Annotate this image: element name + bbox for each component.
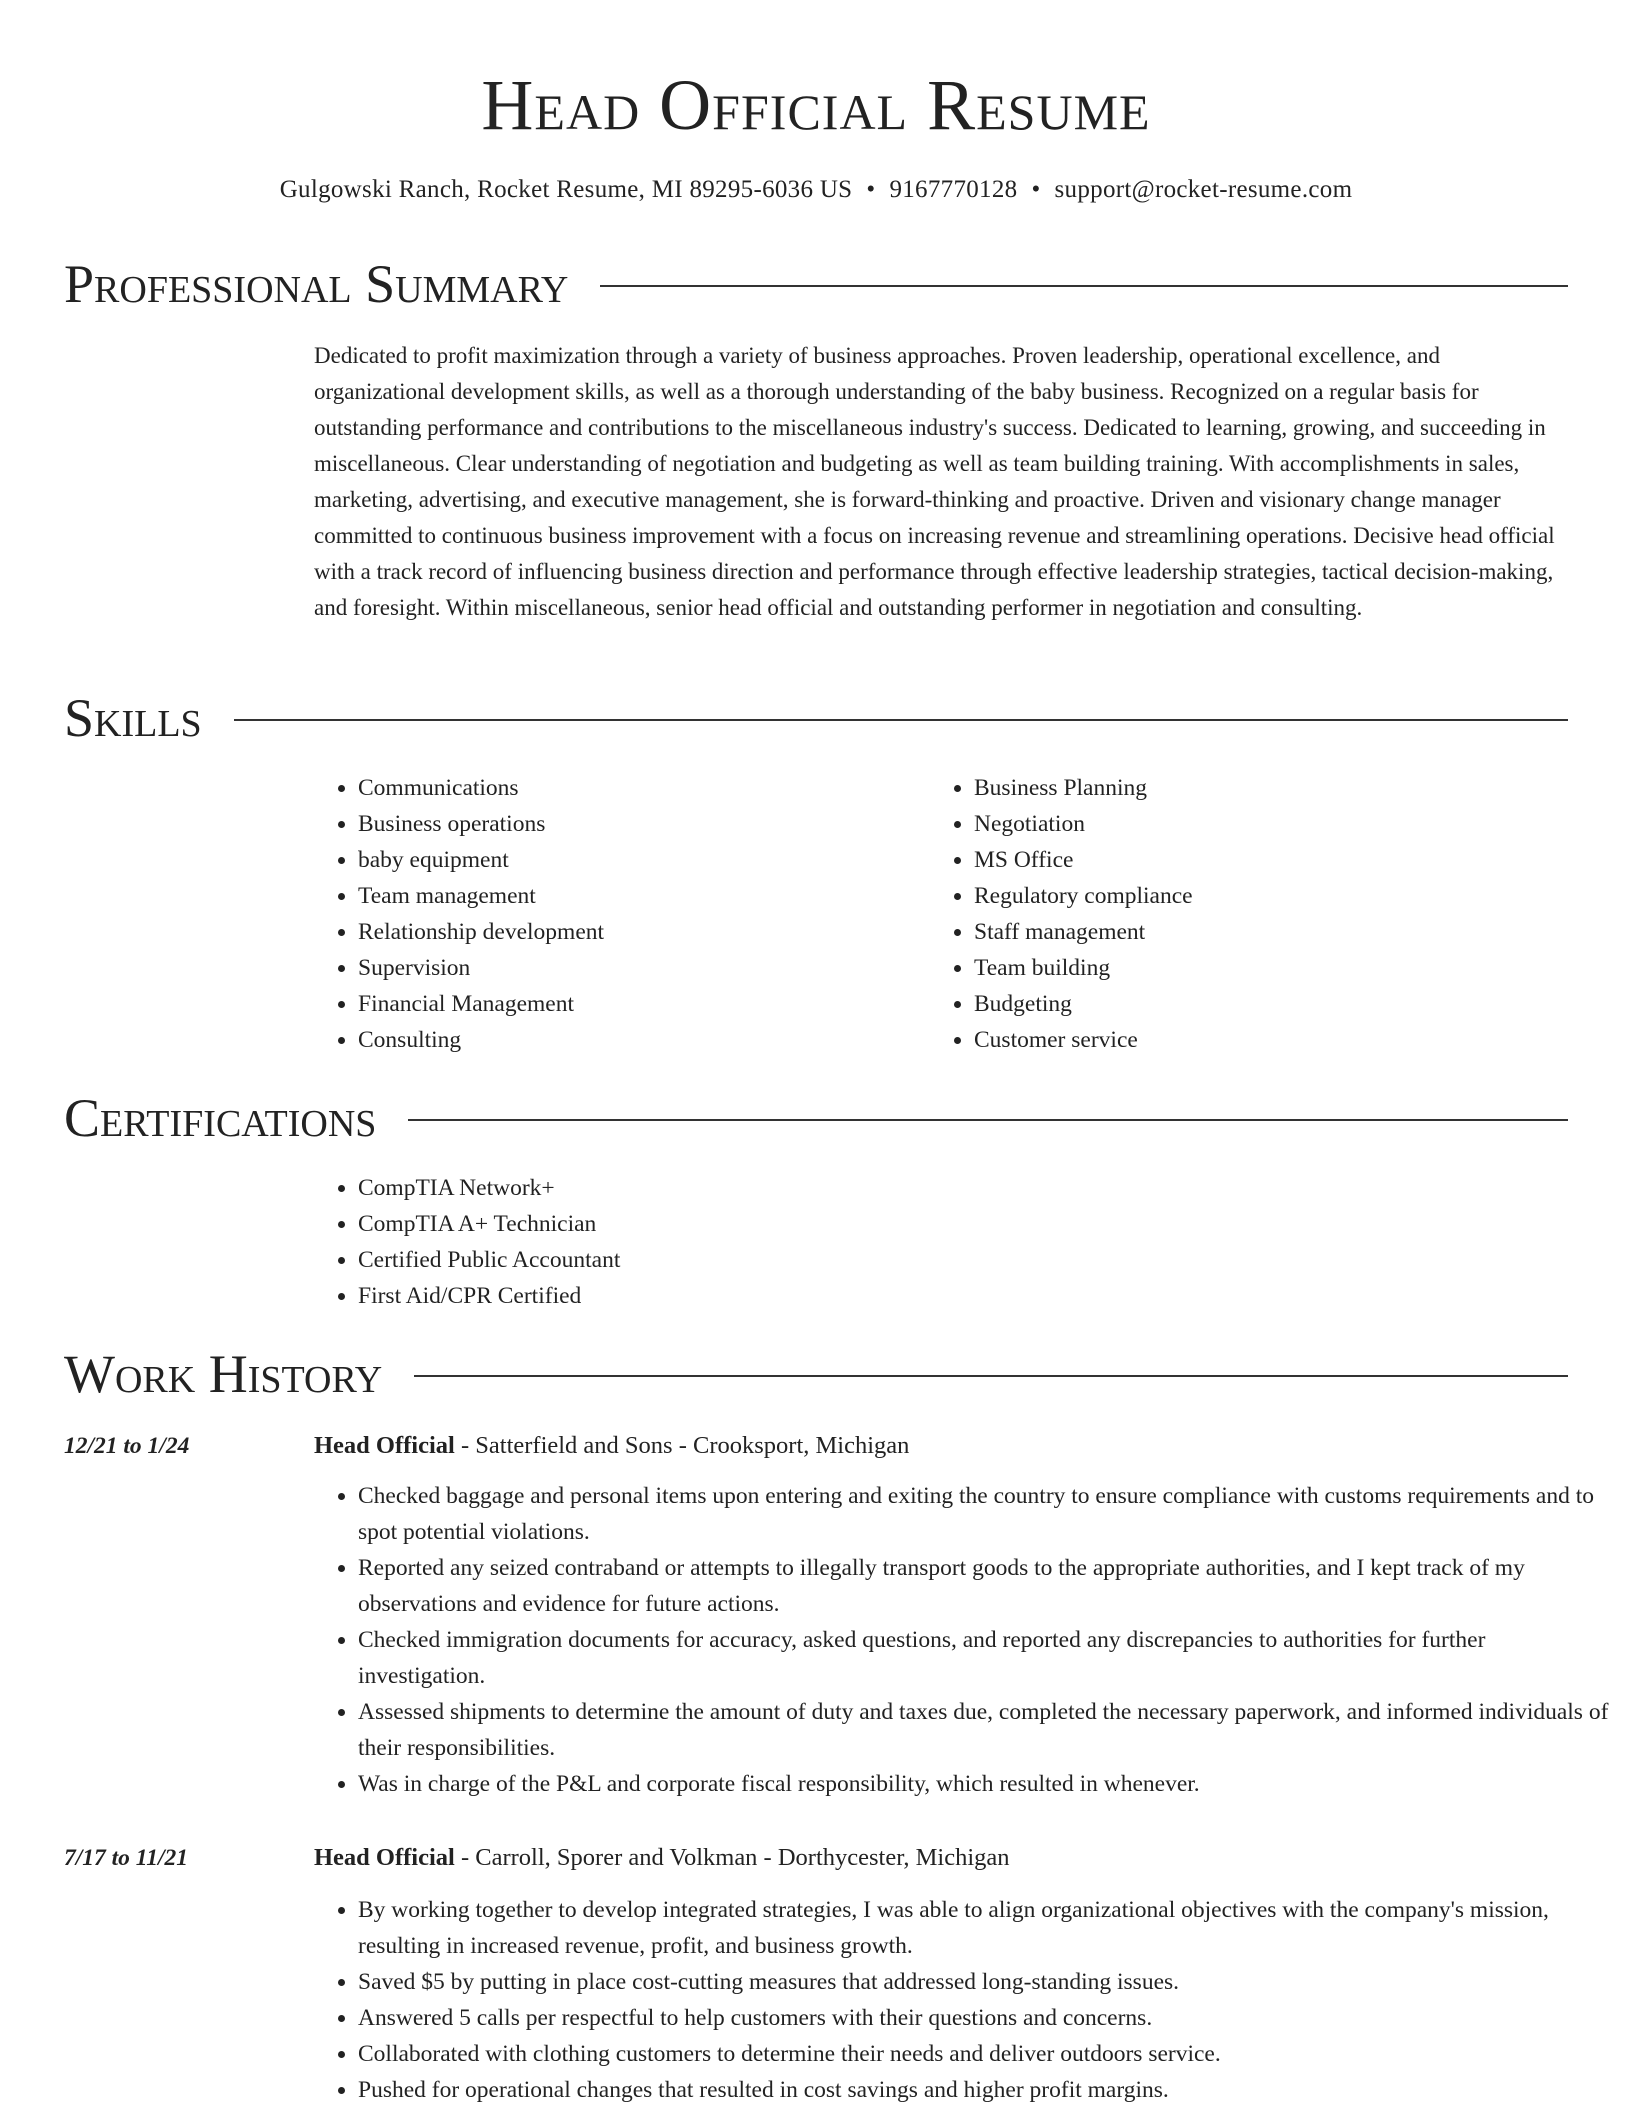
skill-item: • Business operations [358, 806, 604, 842]
certifications-section-header [64, 1086, 1568, 1150]
section-divider [414, 1375, 1568, 1377]
skills-list-right [930, 770, 1193, 1058]
contact-separator: • [866, 176, 876, 203]
job-bullet: • By working together to develop integrated strategies, I was able to align organizational objectives with the company's mission, resulting in increased revenue, profit, and business growth. [358, 1892, 1612, 1964]
skill-item: • Relationship development [358, 914, 604, 950]
job-bullet: • Collaborated with clothing customers to determine their needs and deliver outdoors service. [358, 2036, 1612, 2072]
certifications-list [314, 1170, 620, 1314]
contact-line [64, 172, 1568, 208]
job-role: Head Official [314, 1844, 455, 1871]
skill-item: • Regulatory compliance [974, 878, 1193, 914]
skill-item: • Team building [974, 950, 1193, 986]
job-company-location: - Satterfield and Sons - Crooksport, Michigan [454, 1432, 910, 1459]
skill-item: • Business Planning [974, 770, 1193, 806]
certifications-heading: Certifications [64, 1088, 377, 1148]
skills-list-left [314, 770, 604, 1058]
skill-item: • Customer service [974, 1022, 1193, 1058]
summary-section-header [64, 252, 1568, 316]
job-heading [314, 1428, 909, 1464]
summary-heading: Professional Summary [64, 254, 569, 314]
job-role: Head Official [314, 1432, 455, 1459]
skill-item: • baby equipment [358, 842, 604, 878]
contact-email: support@rocket-resume.com [1054, 176, 1353, 203]
section-divider [600, 285, 1568, 287]
skill-item: • Communications [358, 770, 604, 806]
skill-item: • Negotiation [974, 806, 1193, 842]
skills-heading: Skills [64, 688, 202, 748]
skills-section-header [64, 686, 1568, 750]
job-bullet: • Checked immigration documents for accuracy, asked questions, and reported any discrepancies to authorities for further investigation. [358, 1622, 1612, 1694]
work-history-heading: Work History [64, 1344, 383, 1404]
skill-item: • Team management [358, 878, 604, 914]
work-history-section-header [64, 1342, 1568, 1406]
job-bullet: • Checked baggage and personal items upon entering and exiting the country to ensure compliance with customs requirements and to spot potential violations. [358, 1478, 1612, 1550]
job-bullet: • Reported any seized contraband or attempts to illegally transport goods to the appropriate authorities, and I kept track of my observations and evidence for future actions. [358, 1550, 1612, 1622]
job-bullet: • Assessed shipments to determine the amount of duty and taxes due, completed the necessary paperwork, and informed individuals of their responsibilities. [358, 1694, 1612, 1766]
certification-item: • Certified Public Accountant [358, 1242, 620, 1278]
job-heading [314, 1840, 1010, 1876]
skill-item: • Supervision [358, 950, 604, 986]
job-bullets [314, 1892, 1612, 2108]
job-bullet: • Was in charge of the P&L and corporate fiscal responsibility, which resulted in whenever. [358, 1766, 1612, 1802]
contact-phone: 9167770128 [889, 176, 1018, 203]
section-divider [234, 719, 1568, 721]
skill-item: • Consulting [358, 1022, 604, 1058]
job-dates: 12/21 to 1/24 [64, 1433, 190, 1459]
section-divider [408, 1119, 1568, 1121]
certification-item: • First Aid/CPR Certified [358, 1278, 620, 1314]
certification-item: • CompTIA Network+ [358, 1170, 620, 1206]
job-bullet: • Answered 5 calls per respectful to help customers with their questions and concerns. [358, 2000, 1612, 2036]
resume-title: Head Official Resume [481, 65, 1151, 145]
skill-item: • MS Office [974, 842, 1193, 878]
skill-item: • Financial Management [358, 986, 604, 1022]
job-dates: 7/17 to 11/21 [64, 1845, 189, 1871]
job-bullet: • Saved $5 by putting in place cost-cutting measures that addressed long-standing issues. [358, 1964, 1612, 2000]
summary-text: Dedicated to profit maximization through a variety of business approaches. Proven leadership, operational excellence, and organizational development skills, as well as a thorough understanding of the baby business. Recognized on a regular basis for outstanding performance and contributions to the miscellaneous industry's success. Dedicated to learning, growing, and succeeding in miscellaneous. Clear understanding of negotiation and budgeting as well as team building training. With accomplishments in sales, marketing, advertising, and executive management, she is forward-thinking and proactive. Driven and visionary change manager committed to continuous business improvement with a focus on increasing revenue and streamlining operations. Decisive head official with a track record of influencing business direction and performance through effective leadership strategies, tactical decision-making, and foresight. Within miscellaneous, senior head official and outstanding performer in negotiation and consulting. [314, 343, 1555, 620]
job-bullet: • Pushed for operational changes that resulted in cost savings and higher profit margins. [358, 2072, 1612, 2108]
skill-item: • Budgeting [974, 986, 1193, 1022]
contact-address: Gulgowski Ranch, Rocket Resume, MI 89295-6036 US [279, 176, 853, 203]
skill-item: • Staff management [974, 914, 1193, 950]
certification-item: • CompTIA A+ Technician [358, 1206, 620, 1242]
job-company-location: - Carroll, Sporer and Volkman - Dorthycester, Michigan [454, 1844, 1010, 1871]
contact-separator: • [1031, 176, 1041, 203]
job-bullets [314, 1478, 1612, 1802]
